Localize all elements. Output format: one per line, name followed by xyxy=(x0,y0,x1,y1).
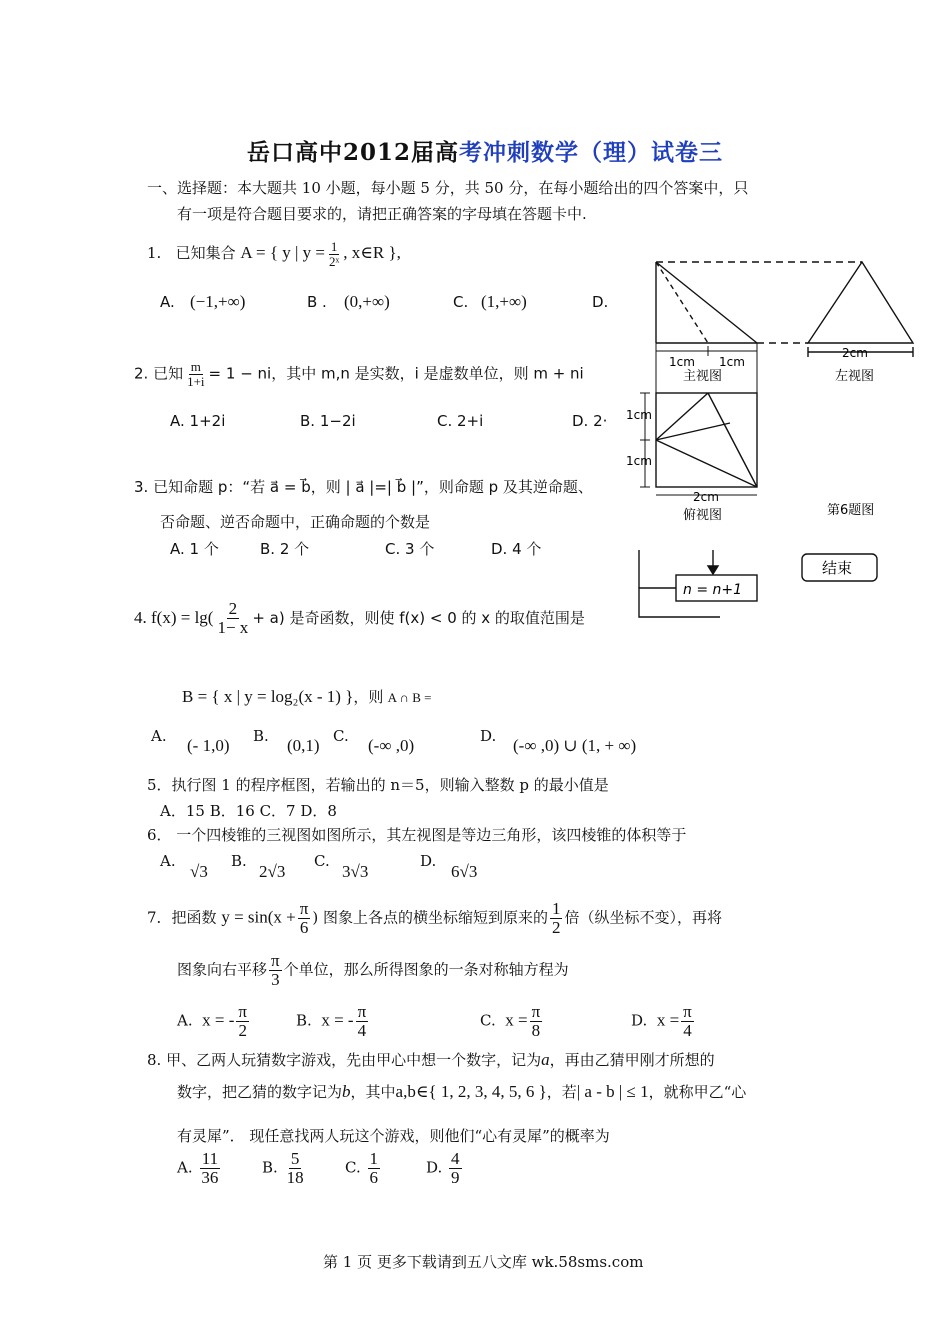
q8-stem-line2: 数字，把乙猜的数字记为b，其中a,b∈{ 1, 2, 3, 4, 5, 6 }，若| a - b | ≤ 1，就称甲乙“心 xyxy=(177,1082,747,1101)
q6-option-b-label: B. xyxy=(231,852,247,870)
q6-option-c: 3√3 xyxy=(342,862,369,881)
q7-stem-line1: 7．把函数 y = sin(x + $\frac{\pi}{6}$ ) 图象上各点的横坐标缩短到原来的 $\frac{1}{2}$ 倍（纵坐标不变），再将 xyxy=(147,899,722,937)
page-footer: 第 1 页 更多下载请到五八文库 wk.58sms.com xyxy=(323,1253,644,1271)
side-dim: 2cm xyxy=(842,346,868,360)
q2-option-d: D. 2· xyxy=(572,412,608,430)
q6-option-d: 6√3 xyxy=(451,862,478,881)
q4-option-d: (-∞ ,0) ∪ (1, + ∞) xyxy=(513,736,637,755)
q5-stem: 5．执行图 1 的程序框图，若输出的 n＝5，则输入整数 p 的最小值是 xyxy=(147,776,609,794)
figure-caption: 第6题图 xyxy=(827,503,875,518)
side-view-label: 左视图 xyxy=(835,369,875,384)
q2-option-c: C. 2+i xyxy=(437,412,484,430)
q7-option-a: A. x = - $\frac{\pi}{2}$ xyxy=(177,1002,247,1040)
q2-stem: 2. 已知 $\frac{m}{1+i}$ = 1 − ni，其中 m,n 是实数，i 是虚数单位，则 m + ni xyxy=(134,359,584,389)
q1-option-c-label: C. xyxy=(453,293,469,311)
q3-stem-line2: 否命题、逆否命题中，正确命题的个数是 xyxy=(160,513,431,531)
q4-set-b: B = { x | y = log₂(x - 1) }，则 A ∩ B = xyxy=(182,687,432,706)
q6-option-a-label: A. xyxy=(160,852,176,870)
q4-option-c: (-∞ ,0) xyxy=(368,736,415,755)
q4-option-a-label: A. xyxy=(151,727,167,745)
front-dim-right: 1cm xyxy=(719,355,745,369)
q4-option-d-label: D. xyxy=(480,727,497,745)
q6-option-c-label: C. xyxy=(314,852,330,870)
q4-option-b-label: B. xyxy=(253,727,269,745)
top-dim-upper: 1cm xyxy=(626,408,652,422)
q1-option-b: (0,+∞) xyxy=(344,292,390,311)
q8-stem-line3: 有灵犀”． 现任意找两人玩这个游戏，则他们“心有灵犀”的概率为 xyxy=(177,1127,610,1145)
q7-option-d: D. x = $\frac{\pi}{4}$ xyxy=(631,1002,692,1040)
end-box-label: 结束 xyxy=(822,559,853,577)
q8-option-d: D. $\frac{4}{9}$ xyxy=(426,1149,460,1187)
q1-stem: 1. 已知集合 A = { y | y = $\frac{1}{\text{2ˣ}}$ , x∈R }, xyxy=(147,239,401,269)
q7-option-b: B. x = - $\frac{\pi}{4}$ xyxy=(296,1002,367,1040)
three-view-figure xyxy=(620,250,920,630)
front-view-drawing xyxy=(656,262,862,343)
q4-option-b: (0,1) xyxy=(287,736,320,755)
q1-option-a-label: A. xyxy=(160,293,175,311)
q6-stem: 6． 一个四棱锥的三视图如图所示，其左视图是等边三角形，该四棱锥的体积等于 xyxy=(147,826,687,844)
top-dim-lower: 1cm xyxy=(626,454,652,468)
q2-option-b: B. 1−2i xyxy=(300,412,356,430)
q8-option-b: B. $\frac{5}{18}$ xyxy=(262,1149,304,1187)
q4-option-a: (- 1,0) xyxy=(187,736,230,755)
q3-option-a: A. 1 个 xyxy=(170,540,219,558)
section-instructions: 有一项是符合题目要求的，请把正确答案的字母填在答题卡中. xyxy=(177,205,587,223)
q7-option-c: C. x = $\frac{\pi}{8}$ xyxy=(480,1002,541,1040)
q5-options: A．15 B．16 C．7 D．8 xyxy=(160,802,337,820)
q6-option-a: √3 xyxy=(190,862,208,881)
q3-option-d: D. 4 个 xyxy=(491,540,542,558)
top-view-label: 俯视图 xyxy=(683,508,723,523)
q1-option-b-label: B . xyxy=(307,293,327,311)
q8-option-a: A. $\frac{11}{36}$ xyxy=(177,1149,219,1187)
q1-option-a: (−1,+∞) xyxy=(190,292,246,311)
q2-option-a: A. 1+2i xyxy=(170,412,226,430)
q3-option-b: B. 2 个 xyxy=(260,540,310,558)
side-view-drawing xyxy=(808,262,913,357)
front-view-label: 主视图 xyxy=(683,369,723,384)
q6-option-d-label: D. xyxy=(420,852,437,870)
front-dim-left: 1cm xyxy=(669,355,695,369)
q6-option-b: 2√3 xyxy=(259,862,286,881)
loop-box-label: n = n+1 xyxy=(683,582,743,598)
q8-stem-line1: 8. 甲、乙两人玩猜数字游戏，先由甲心中想一个数字，记为a，再由乙猜甲刚才所想的 xyxy=(147,1050,715,1069)
q1-option-c: (1,+∞) xyxy=(481,292,527,311)
page-title: 岳口高中2012届高考冲刺数学（理）试卷三 xyxy=(247,139,724,166)
section-heading: 一、选择题：本大题共 10 小题，每小题 5 分，共 50 分，在每小题给出的四个答案中，只 xyxy=(147,179,749,197)
q4-option-c-label: C. xyxy=(333,727,349,745)
q3-option-c: C. 3 个 xyxy=(385,540,435,558)
top-view-drawing xyxy=(640,393,757,495)
q1-option-d-label: D. xyxy=(592,293,609,311)
q8-option-c: C. $\frac{1}{6}$ xyxy=(345,1149,378,1187)
q7-stem-line2: 图象向右平移 $\frac{\pi}{3}$ 个单位，那么所得图象的一条对称轴方程为 xyxy=(177,951,569,989)
q4-stem: 4. f(x) = lg( $\frac{2}{1- x}$ + a) 是奇函数，则使 f(x) < 0 的 x 的取值范围是 xyxy=(134,599,585,637)
top-dim-width: 2cm xyxy=(693,490,719,504)
q3-stem-line1: 3. 已知命题 p：“若 a⃗ = b⃗，则 | a⃗ |=| b⃗ |”，则命题 p 及其逆命题、 xyxy=(134,478,593,496)
